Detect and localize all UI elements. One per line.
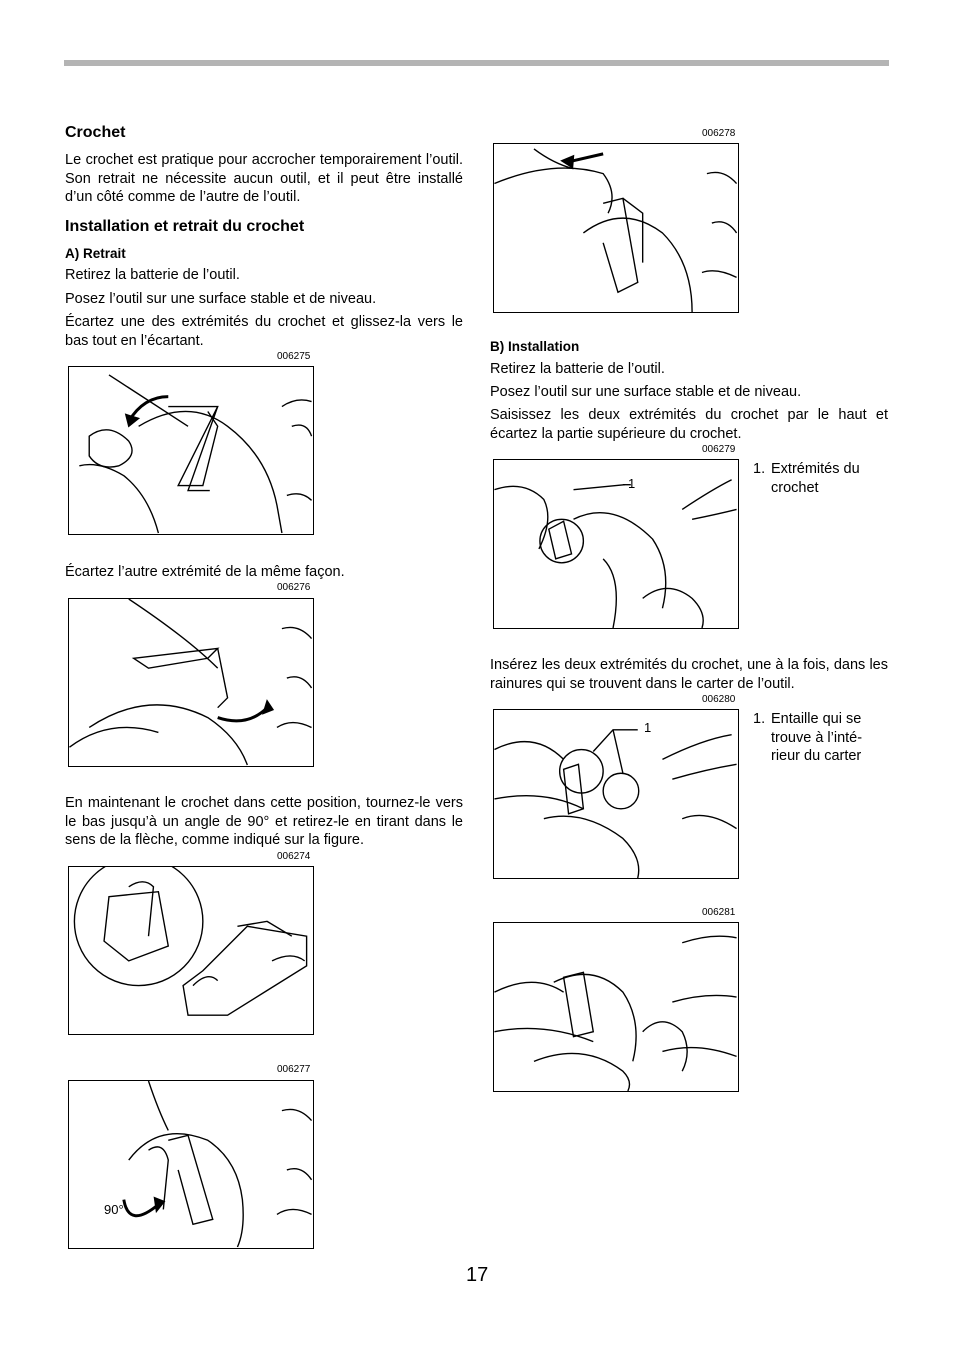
figure-code: 006278 [702,128,736,139]
figure-hook-90-degree [68,1080,314,1249]
figure-code: 006274 [277,851,311,862]
angle-label: 90° [104,1202,124,1217]
caption-groove: Entaille qui se trouve à l’inté-rieur du carter [771,711,863,764]
a-step-5: En maintenant le crochet dans cette position, tournez-le vers le bas jusqu’à un angle de 90° et retirez-le en tirant dans le sens de la flèche, comme indiqué sur la figure. [65,795,463,848]
b-step-2: Posez l’outil sur une surface stable et de niveau. [490,384,802,400]
figure-hook-removal-2 [68,598,314,767]
caption-number: 1. [753,711,766,727]
figure-hook-removal-pull [493,143,739,313]
page-number: 17 [466,1264,489,1286]
a-step-1: Retirez la batterie de l’outil. [65,267,240,283]
intro-paragraph: Le crochet est pratique pour accrocher temporairement l’outil. Son retrait ne nécessite aucun outil, et il peut être installé d’un côté comme de l’autre de l’outil. [65,152,463,205]
figure-callout: 1 [628,476,636,491]
figure-code: 006276 [277,582,311,593]
section-b-title: B) Installation [490,339,580,354]
caption-number: 1. [753,461,766,477]
section-a-title: A) Retrait [65,246,126,261]
section-heading: Crochet [65,124,126,141]
figure-code: 006277 [277,1064,311,1075]
a-step-4: Écartez l’autre extrémité de la même façon. [65,564,345,580]
header-rule [64,60,889,66]
caption-hook-ends: Extrémités du crochet [771,461,860,496]
figure-code: 006275 [277,351,311,362]
subheading: Installation et retrait du crochet [65,218,305,235]
figure-hook-installed [493,922,739,1092]
a-step-3: Écartez une des extrémités du crochet et glissez-la vers le bas tout en l’écartant. [65,314,463,349]
b-step-1: Retirez la batterie de l’outil. [490,361,665,377]
figure-hook-ends [493,459,739,629]
a-step-2: Posez l’outil sur une surface stable et de niveau. [65,291,377,307]
figure-hook-removal-1 [68,366,314,535]
b-step-4: Insérez les deux extrémités du crochet, une à la fois, dans les rainures qui se trouvent dans le carter de l’outil. [490,657,888,692]
figure-hook-rotation-drill [68,866,314,1035]
figure-code: 006280 [702,694,736,705]
b-step-3: Saisissez les deux extrémités du crochet par le haut et écartez la partie supérieure du crochet. [490,407,888,442]
figure-code: 006279 [702,444,736,455]
figure-callout: 1 [644,720,652,735]
figure-hook-insert [493,709,739,879]
figure-code: 006281 [702,907,736,918]
